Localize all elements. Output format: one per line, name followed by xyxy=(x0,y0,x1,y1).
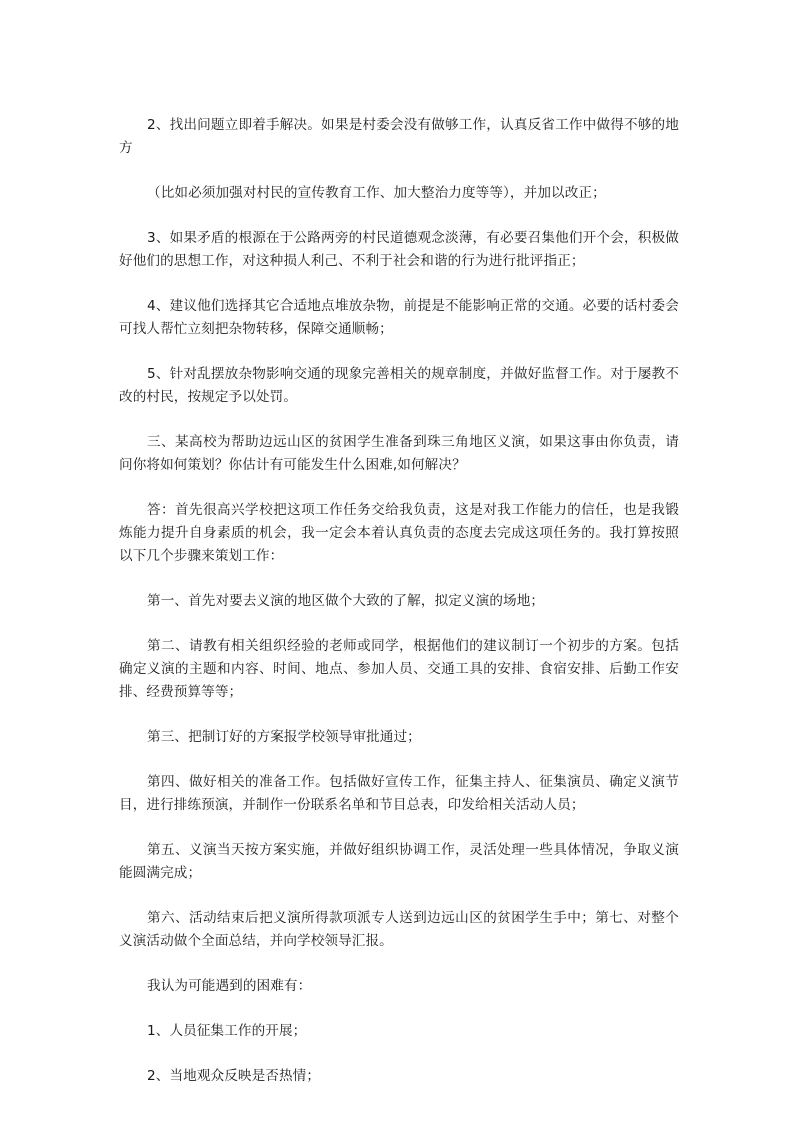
answer-intro: 答：首先很高兴学校把这项工作任务交给我负责，这是对我工作能力的信任，也是我锻炼能力提升自身素质的机会，我一定会本着认真负责的态度去完成这项任务的。我打算按照以下几个步骤来策划工作： xyxy=(119,502,679,564)
step-five: 第五、义演当天按方案实施，并做好组织协调工作，灵活处理一些具体情况，争取义演能圆满完成； xyxy=(119,842,679,881)
difficulty-one: 1、人员征集工作的开展； xyxy=(147,1023,307,1039)
step-three: 第三、把制订好的方案报学校领导审批通过； xyxy=(147,729,421,745)
paragraph-item-4: 4、建议他们选择其它合适地点堆放杂物，前提是不能影响正常的交通。必要的话村委会可找人帮忙立刻把杂物转移，保障交通顺畅； xyxy=(119,298,679,337)
document-body xyxy=(119,114,679,1088)
step-one: 第一、首先对要去义演的地区做个大致的了解，拟定义演的场地； xyxy=(147,593,545,609)
difficulties-heading: 我认为可能遇到的困难有： xyxy=(147,978,312,994)
step-six-seven: 第六、活动结束后把义演所得款项派专人送到边远山区的贫困学生手中；第七、对整个义演活动做个全面总结，并向学校领导汇报。 xyxy=(119,910,679,949)
question-three: 三、某高校为帮助边远山区的贫困学生准备到珠三角地区义演，如果这事由你负责，请问你将如何策划？你估计有可能发生什么困难,如何解决？ xyxy=(119,434,679,473)
step-two: 第二、请教有相关组织经验的老师或同学，根据他们的建议制订一个初步的方案。包括确定义演的主题和内容、时间、地点、参加人员、交通工具的安排、食宿安排、后勤工作安排、经费预算等等； xyxy=(119,638,679,700)
step-four: 第四、做好相关的准备工作。包括做好宣传工作，征集主持人、征集演员、确定义演节目，进行排练预演，并制作一份联系名单和节目总表，印发给相关活动人员； xyxy=(119,774,679,813)
paragraph-item-2-continued: （比如必须加强对村民的宣传教育工作、加大整治力度等等），并加以改正； xyxy=(147,185,606,201)
difficulty-two: 2、当地观众反映是否热情； xyxy=(147,1068,321,1084)
paragraph-item-5: 5、针对乱摆放杂物影响交通的现象完善相关的规章制度，并做好监督工作。对于屡教不改的村民，按规定予以处罚。 xyxy=(119,366,679,405)
paragraph-item-3: 3、如果矛盾的根源在于公路两旁的村民道德观念淡薄，有必要召集他们开个会，积极做好他们的思想工作，对这种损人利己、不利于社会和谐的行为进行批评指正； xyxy=(119,230,679,269)
paragraph-item-2: 2、找出问题立即着手解决。如果是村委会没有做够工作，认真反省工作中做得不够的地方 xyxy=(119,117,679,156)
